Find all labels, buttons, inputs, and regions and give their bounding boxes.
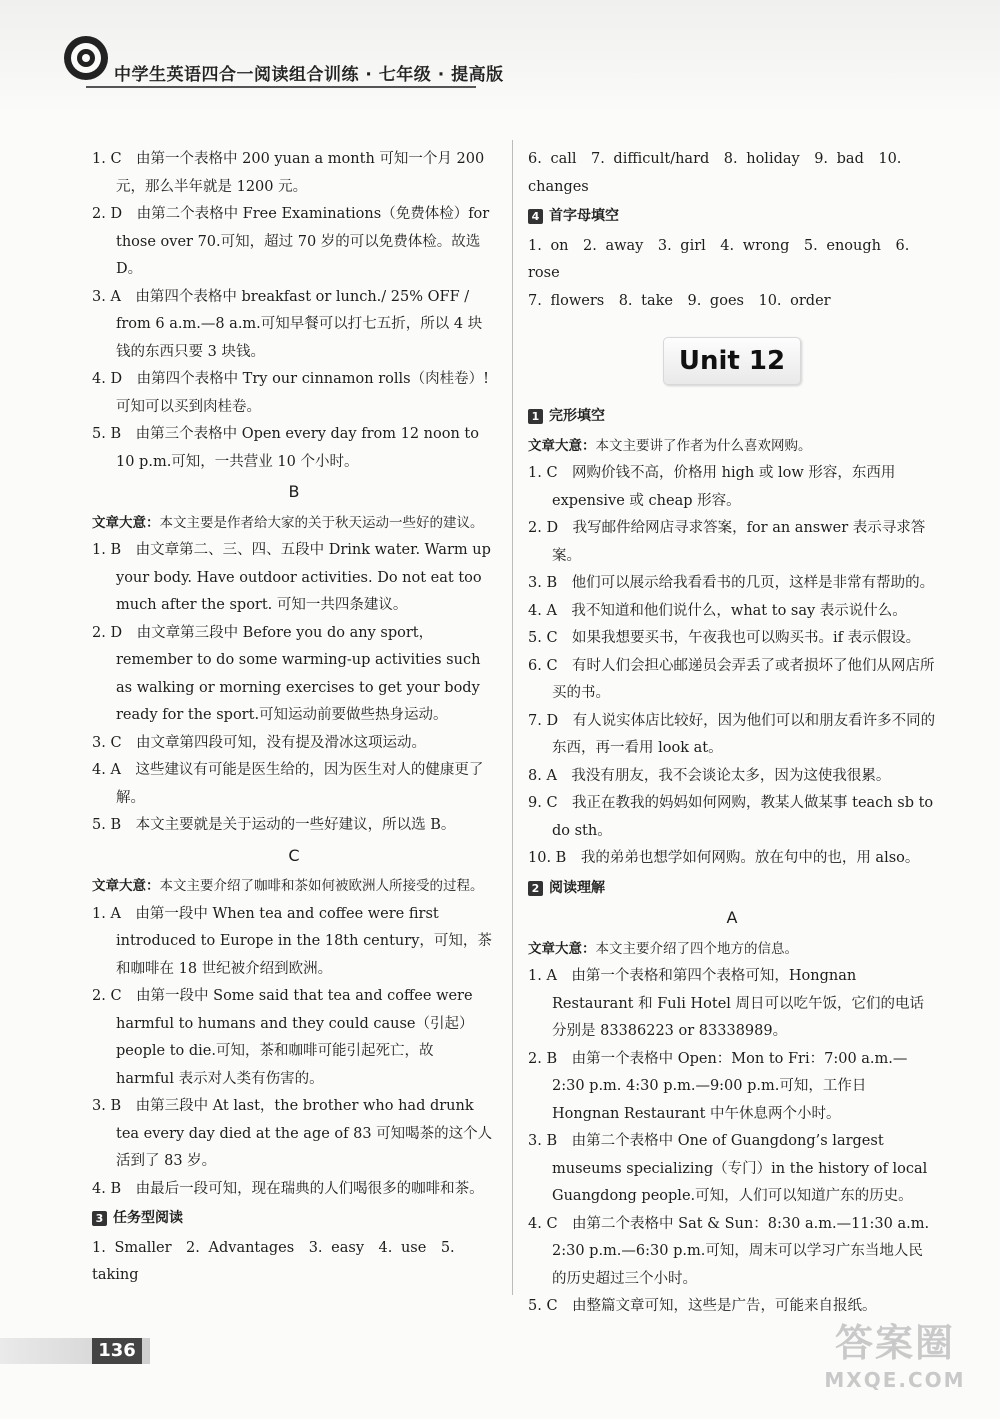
answer-item: 2. D 由第二个表格中 Free Examinations（免费体检）for those over 70.可知，超过 70 岁的可以免费体检。故选 D。 — [92, 206, 490, 277]
answer-item: 4. A 这些建议有可能是医生给的，因为医生对人的健康更了解。 — [92, 762, 484, 806]
header-band — [0, 0, 1000, 112]
answer-item: 3. C 由文章第四段可知，没有提及滑冰这项运动。 — [92, 734, 427, 751]
answer-item: 5. C 由整篇文章可知，这些是广告，可能来自报纸。 — [528, 1298, 877, 1314]
answer-item: 1. C 网购价钱不高，价格用 high 或 low 形容，东西用 expensive 或 cheap 形容。 — [528, 465, 896, 509]
passage-summary: 文章大意：本文主要是作者给大家的关于秋天运动一些好的建议。 — [92, 514, 484, 531]
answer-item: 1. B 由文章第二、三、四、五段中 Drink water. Warm up your body. Have outdoor activities. Do not eat too much after the sport. 可知一共四条建议。 — [92, 542, 491, 613]
answer-line: 1. Smaller 2. Advantages 3. easy 4. use 5. taking — [92, 1239, 455, 1283]
passage-heading-b: B — [288, 482, 300, 501]
answer-item: 4. D 由第四个表格中 Try our cinnamon rolls（肉桂卷）! 可知可以买到肉桂卷。 — [92, 371, 489, 415]
answer-line: 7. flowers 8. take 9. goes 10. order — [528, 292, 831, 309]
answer-item: 9. C 我正在教我的妈妈如何网购，教某人做某事 teach sb to do sth。 — [528, 795, 934, 839]
section-number-icon: 4 — [528, 209, 543, 224]
passage-summary: 文章大意：本文主要介绍了四个地方的信息。 — [528, 940, 798, 957]
answer-item: 2. B 由第一个表格中 Open：Mon to Fri：7:00 a.m.—2:30 p.m. 4:30 p.m.—9:00 p.m.可知，工作日 Hongnan Restaurant 中午休息两个小时。 — [528, 1050, 908, 1122]
passage-summary: 文章大意：本文主要讲了作者为什么喜欢网购。 — [528, 437, 812, 454]
section-heading-cloze: 1 完形填空 — [528, 403, 936, 431]
answer-item: 10. B 我的弟弟也想学如何网购。放在句中的也，用 also。 — [528, 850, 920, 866]
answer-item: 5. C 如果我想要买书，午夜我也可以购买书。if 表示假设。 — [528, 630, 921, 646]
answer-line: 1. on 2. away 3. girl 4. wrong 5. enough 6. rose — [528, 237, 910, 281]
answer-item: 2. D 由文章第三段中 Before you do any sport，remember to do some warming-up activities such as walking or morning exercises to get your body ready for the sport.可知运动前要做些热身运动。 — [92, 624, 481, 723]
answer-item: 7. D 有人说实体店比较好，因为他们可以和朋友看许多不同的东西，再一看用 look at。 — [528, 712, 936, 756]
answer-item: 1. A 由第一段中 When tea and coffee were first introduced to Europe in the 18th century，可知，茶和咖啡在 18 世纪被介绍到欧洲。 — [92, 905, 492, 977]
section-heading-task-reading: 3 任务型阅读 — [92, 1205, 496, 1233]
page-number: 136 — [92, 1338, 142, 1364]
column-divider — [512, 140, 513, 1295]
answer-item: 5. B 由第三个表格中 Open every day from 12 noon to 10 p.m.可知，一共营业 10 个小时。 — [92, 426, 479, 470]
answer-item: 1. C 由第一个表格中 200 yuan a month 可知一个月 200 元，那么半年就是 1200 元。 — [92, 151, 485, 195]
book-title: 中学生英语四合一阅读组合训练 · 七年级 · 提高版 — [114, 65, 504, 85]
section-number-icon: 1 — [528, 409, 543, 424]
answer-item: 5. B 本文主要就是关于运动的一些好建议，所以选 B。 — [92, 817, 456, 833]
answer-item: 3. B 由第二个表格中 One of Guangdong’s largest museums specializing（专门）in the history of local Guangdong people.可知，人们可以知道广东的历史。 — [528, 1133, 928, 1204]
answer-item: 4. C 由第二个表格中 Sat & Sun：8:30 a.m.—11:30 a.m. 2:30 p.m.—6:30 p.m.可知，周末可以学习广东当地人民的历史超过三个小时。 — [528, 1215, 930, 1287]
watermark: 答案圈 MXQE.COM — [824, 1321, 966, 1392]
answer-item: 6. C 有时人们会担心邮递员会弄丢了或者损坏了他们从网店所买的书。 — [528, 657, 935, 701]
answer-item: 1. A 由第一个表格和第四个表格可知，Hongnan Restaurant 和 Fuli Hotel 周日可以吃午饭，它们的电话分别是 83386223 or 83338989。 — [528, 968, 925, 1039]
header-underline — [86, 86, 476, 88]
unit-title: Unit 12 — [663, 337, 801, 385]
left-column — [92, 146, 496, 1290]
answer-item: 4. B 由最后一段可知，现在瑞典的人们喝很多的咖啡和茶。 — [92, 1180, 484, 1197]
answer-item: 8. A 我没有朋友，我不会谈论太多，因为这使我很累。 — [528, 767, 891, 784]
right-column — [528, 146, 936, 1321]
answer-item: 2. C 由第一段中 Some said that tea and coffee were harmful to humans and they could cause（引起）people to die.可知，茶和咖啡可能引起死亡，故 harmful 表示对人类有伤害的。 — [92, 988, 474, 1087]
passage-summary: 文章大意：本文主要介绍了咖啡和茶如何被欧洲人所接受的过程。 — [92, 878, 484, 894]
target-rings-icon — [64, 36, 108, 80]
answer-item: 3. B 由第三段中 At last，the brother who had drunk tea every day died at the age of 83 可知喝茶的这个人活到了 83 岁。 — [92, 1098, 493, 1169]
answer-item: 3. A 由第四个表格中 breakfast or lunch./ 25% OFF / from 6 a.m.—8 a.m.可知早餐可以打七五折，所以 4 块钱的东西只要 3 块钱。 — [92, 288, 483, 360]
answer-line: 6. call 7. difficult/hard 8. holiday 9. bad 10. changes — [528, 151, 902, 195]
section-number-icon: 3 — [92, 1211, 107, 1226]
answer-item: 2. D 我写邮件给网店寻求答案，for an answer 表示寻求答案。 — [528, 520, 926, 564]
passage-heading-c: C — [288, 845, 300, 865]
answer-item: 4. A 我不知道和他们说什么，what to say 表示说什么。 — [528, 602, 907, 619]
passage-heading-a: A — [726, 908, 738, 927]
answer-item: 3. B 他们可以展示给我看看书的几页，这样是非常有帮助的。 — [528, 575, 935, 591]
section-heading-reading: 2 阅读理解 — [528, 875, 936, 903]
section-number-icon: 2 — [528, 881, 543, 896]
section-heading-initial-letter: 4 首字母填空 — [528, 203, 936, 231]
